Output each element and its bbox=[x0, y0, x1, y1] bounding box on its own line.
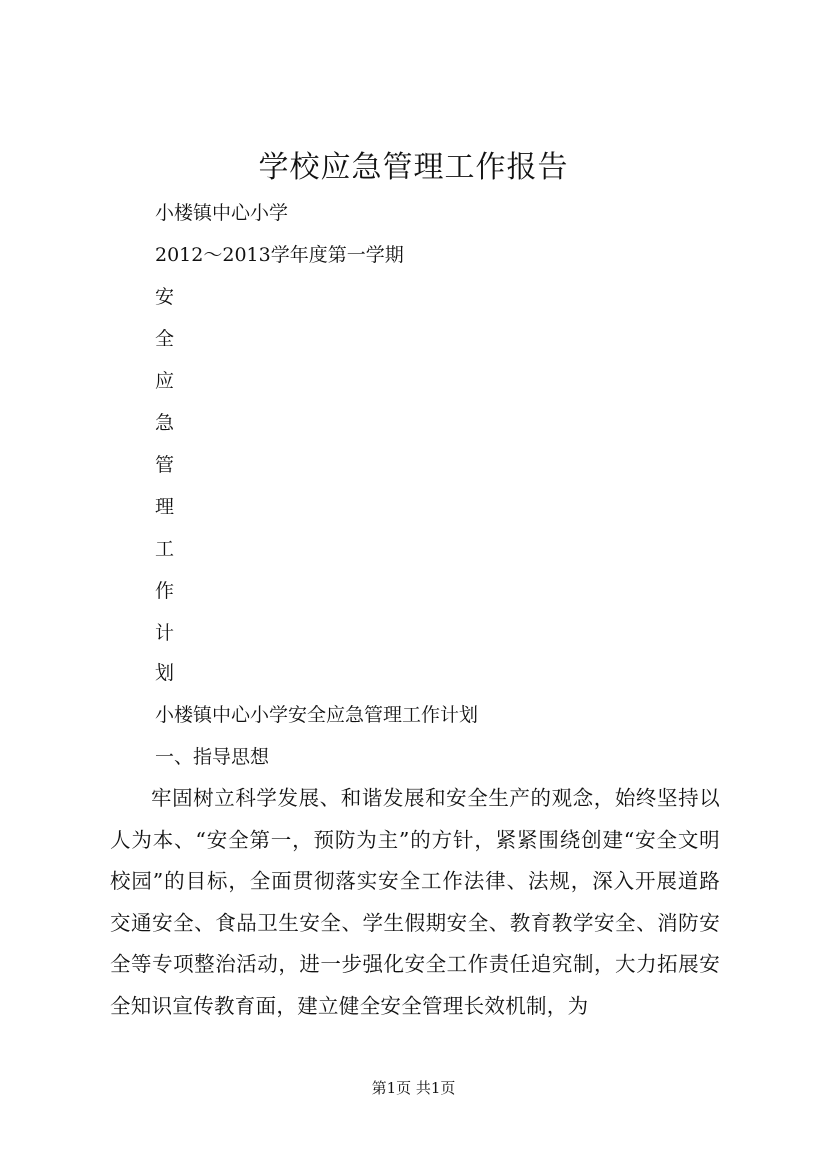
vertical-char: 理 bbox=[155, 496, 175, 518]
vertical-char: 工 bbox=[155, 538, 175, 560]
section-heading: 一、指导思想 bbox=[155, 746, 270, 768]
vertical-char: 管 bbox=[155, 454, 175, 476]
vertical-char: 急 bbox=[155, 412, 175, 434]
school-name: 小楼镇中心小学 bbox=[155, 202, 289, 224]
vertical-char: 应 bbox=[155, 370, 175, 392]
term-line: 2012～2013学年度第一学期 bbox=[155, 244, 404, 266]
vertical-char: 计 bbox=[155, 622, 175, 644]
vertical-char: 安 bbox=[155, 286, 175, 308]
page-footer: 第1页 共1页 bbox=[371, 1079, 456, 1097]
vertical-char: 作 bbox=[155, 580, 175, 602]
document-title: 学校应急管理工作报告 bbox=[258, 150, 569, 185]
vertical-char: 全 bbox=[155, 328, 175, 350]
plan-title: 小楼镇中心小学安全应急管理工作计划 bbox=[155, 704, 479, 726]
body-paragraph: 牢固树立科学发展、和谐发展和安全生产的观念，始终坚持以人为本、“安全第一，预防为主”的方针，紧紧围绕创建“安全文明校园”的目标，全面贯彻落实安全工作法律、法规，深入开展道路交通安全、食品卫生安全、学生假期安全、教育教学安全、消防安全等专项整治活动，进一步强化安全工作责任追究制，大力拓展安全知识宣传教育面，建立健全安全管理长效机制，为 bbox=[110, 786, 720, 1018]
vertical-char: 划 bbox=[155, 662, 175, 684]
